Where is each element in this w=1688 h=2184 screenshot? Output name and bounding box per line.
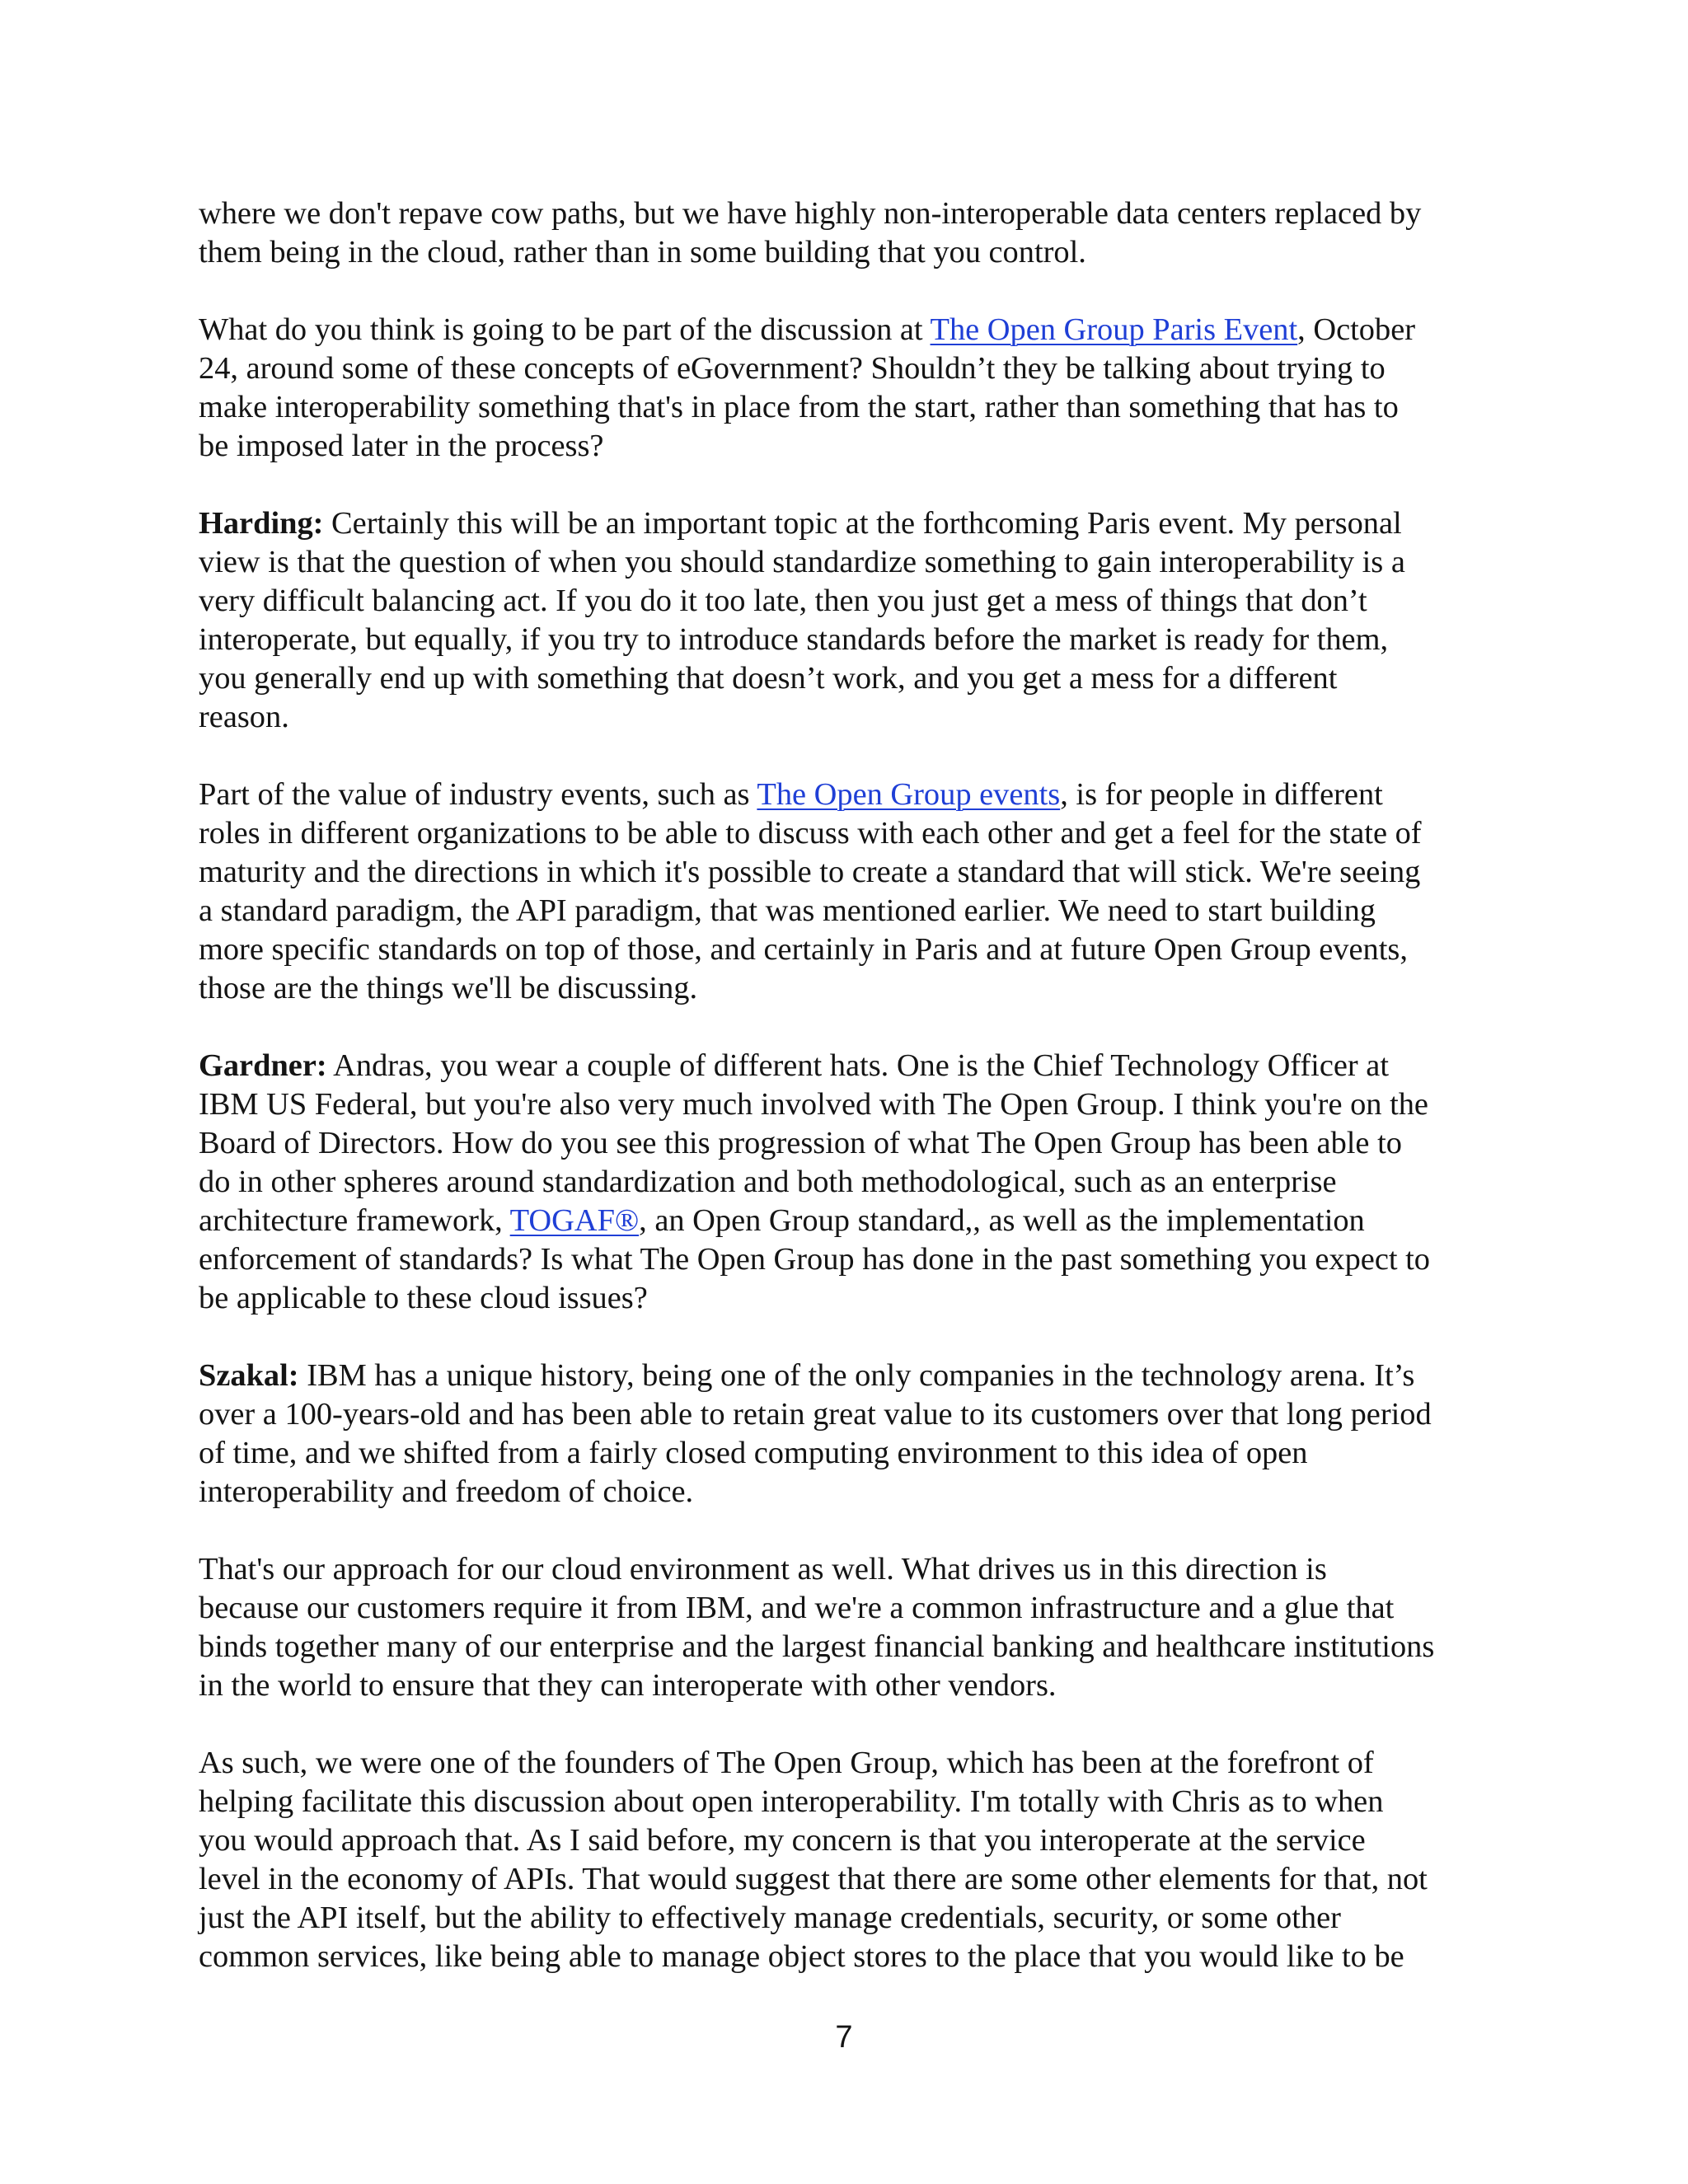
speaker-name: Harding:: [199, 506, 324, 541]
text-line: of time, and we shifted from a fairly closed computing environment to this idea of open: [199, 1436, 1308, 1470]
text-line: those are the things we'll be discussing.: [199, 971, 698, 1005]
text-line: roles in different organizations to be able to discuss with each other and get a feel for the state of: [199, 816, 1422, 851]
text-line: common services, like being able to manage object stores to the place that you would like to be: [199, 1939, 1404, 1974]
text-run: What do you think is going to be part of the discussion at: [199, 312, 931, 347]
text-line: [199, 1047, 1501, 1085]
text-line: a standard paradigm, the API paradigm, that was mentioned earlier. We need to start building: [199, 893, 1376, 928]
text-line: [199, 776, 1501, 814]
paragraph: [199, 776, 1501, 1008]
text-run: , is for people in different: [1060, 777, 1383, 812]
text-line: just the API itself, but the ability to effectively manage credentials, security, or some other: [199, 1900, 1341, 1935]
text-line: maturity and the directions in which it's possible to create a standard that will stick. We're seeing: [199, 855, 1421, 889]
text-line: them being in the cloud, rather than in some building that you control.: [199, 235, 1086, 269]
paragraph: [199, 311, 1501, 466]
text-line: be applicable to these cloud issues?: [199, 1281, 648, 1315]
text-run: , an Open Group standard,, as well as the implementation: [639, 1203, 1365, 1238]
page-number: 7: [835, 2020, 853, 2055]
speaker-name: Szakal:: [199, 1358, 299, 1393]
text-line: As such, we were one of the founders of The Open Group, which has been at the forefront of: [199, 1746, 1374, 1780]
text-line: 24, around some of these concepts of eGovernment? Shouldn’t they be talking about trying to: [199, 351, 1386, 386]
text-line: binds together many of our enterprise and the largest financial banking and healthcare institutions: [199, 1629, 1435, 1664]
text-line: [199, 1357, 1501, 1395]
paragraph: [199, 1047, 1501, 1318]
text-line: That's our approach for our cloud environment as well. What drives us in this direction is: [199, 1552, 1327, 1586]
text-run: IBM has a unique history, being one of the only companies in the technology arena. It’s: [298, 1358, 1415, 1393]
text-run: Certainly this will be an important topic at the forthcoming Paris event. My personal: [323, 506, 1402, 541]
text-line: interoperability and freedom of choice.: [199, 1474, 694, 1509]
text-line: [199, 504, 1501, 543]
paragraph: [199, 1550, 1501, 1705]
text-line: helping facilitate this discussion about open interoperability. I'm totally with Chris as to when: [199, 1784, 1384, 1819]
text-line: in the world to ensure that they can interoperate with other vendors.: [199, 1668, 1057, 1703]
paragraph: [199, 1744, 1501, 1976]
text-run: , October: [1297, 312, 1416, 347]
togaf-link[interactable]: TOGAF®: [509, 1203, 640, 1238]
text-line: [199, 1202, 1501, 1240]
text-line: [199, 311, 1501, 349]
text-line: make interoperability something that's in place from the start, rather than something that has to: [199, 390, 1399, 424]
text-line: you would approach that. As I said before, my concern is that you interoperate at the service: [199, 1823, 1366, 1858]
text-line: Board of Directors. How do you see this progression of what The Open Group has been able to: [199, 1126, 1402, 1160]
speaker-name: Gardner:: [199, 1048, 327, 1083]
text-line: because our customers require it from IBM, and we're a common infrastructure and a glue that: [199, 1591, 1395, 1625]
text-line: interoperate, but equally, if you try to introduce standards before the market is ready for them,: [199, 622, 1389, 657]
paragraph: [199, 194, 1501, 272]
text-line: very difficult balancing act. If you do it too late, then you just get a mess of things that don’t: [199, 583, 1367, 618]
text-run: architecture framework,: [199, 1203, 510, 1238]
text-line: level in the economy of APIs. That would suggest that there are some other elements for that, not: [199, 1862, 1428, 1896]
text-line: enforcement of standards? Is what The Open Group has done in the past something you expect to: [199, 1242, 1430, 1277]
text-run: Part of the value of industry events, such as: [199, 777, 757, 812]
text-line: more specific standards on top of those, and certainly in Paris and at future Open Group events,: [199, 932, 1408, 967]
text-run: Andras, you wear a couple of different hats. One is the Chief Technology Officer at: [326, 1048, 1390, 1083]
open-group-events-link[interactable]: The Open Group events: [757, 777, 1061, 812]
text-line: over a 100-years-old and has been able to retain great value to its customers over that long period: [199, 1397, 1432, 1432]
document-body: [199, 194, 1501, 2015]
paragraph: [199, 1357, 1501, 1511]
text-line: be imposed later in the process?: [199, 429, 604, 463]
open-group-paris-event-link[interactable]: The Open Group Paris Event: [930, 312, 1298, 347]
text-line: you generally end up with something that doesn’t work, and you get a mess for a different: [199, 661, 1338, 696]
text-line: where we don't repave cow paths, but we have highly non-interoperable data centers replaced by: [199, 196, 1422, 231]
text-line: view is that the question of when you should standardize something to gain interoperability is a: [199, 545, 1405, 579]
text-line: reason.: [199, 700, 289, 734]
text-line: IBM US Federal, but you're also very much involved with The Open Group. I think you're on the: [199, 1087, 1428, 1122]
paragraph: [199, 504, 1501, 737]
text-line: do in other spheres around standardization and both methodological, such as an enterprise: [199, 1165, 1337, 1199]
